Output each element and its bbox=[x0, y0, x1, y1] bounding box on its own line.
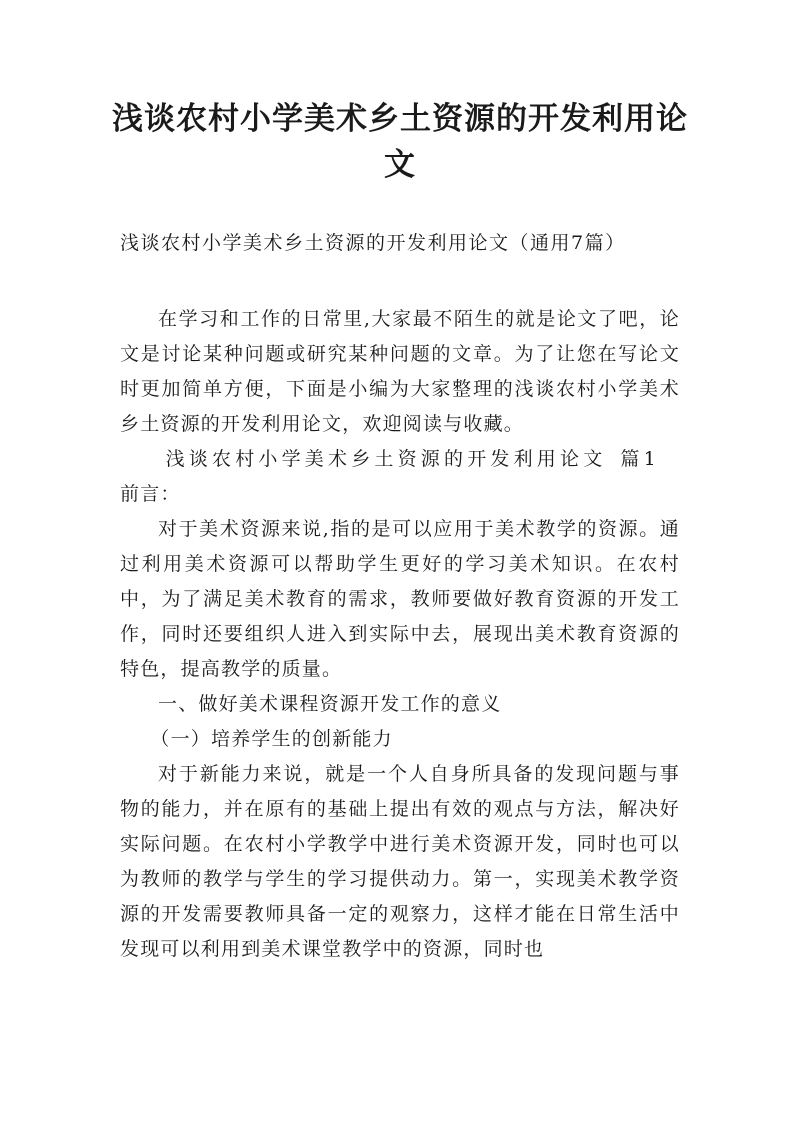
article-heading bbox=[120, 442, 680, 477]
preface-label: 前言： bbox=[120, 483, 181, 505]
article-number: 篇1 bbox=[620, 448, 660, 470]
subsection-heading-1: （一）培养学生的创新能力 bbox=[150, 728, 393, 750]
article-heading-text: 浅谈农村小学美术乡土资源的开发利用论文 bbox=[165, 448, 607, 470]
intro-paragraph: 在学习和工作的日常里,大家最不陌生的就是论文了吧，论文是讨论某种问题或研究某种问题的文章。为了让您在写论文时更加简单方便，下面是小编为大家整理的浅谈农村小学美术乡土资源的开发利用论文，欢迎阅读与收藏。 bbox=[120, 308, 680, 435]
paragraph-1: 对于美术资源来说,指的是可以应用于美术教学的资源。通过利用美术资源可以帮助学生更好的学习美术知识。在农村中，为了满足美术教育的需求，教师要做好教育资源的开发工作，同时还要组织人进入到实际中去，展现出美术教育资源的特色，提高教学的质量。 bbox=[120, 518, 680, 680]
document-subtitle: 浅谈农村小学美术乡土资源的开发利用论文（通用7篇） bbox=[120, 232, 626, 254]
paragraph-2: 对于新能力来说，就是一个人自身所具备的发现问题与事物的能力，并在原有的基础上提出有效的观点与方法，解决好实际问题。在农村小学教学中进行美术资源开发，同时也可以为教师的教学与学生的学习提供动力。第一，实现美术教学资源的开发需要教师具备一定的观察力，这样才能在日常生活中发现可以利用到美术课堂教学中的资源，同时也 bbox=[120, 763, 680, 960]
document-title: 浅谈农村小学美术乡土资源的开发利用论文 bbox=[112, 101, 688, 183]
section-heading-1: 一、做好美术课程资源开发工作的意义 bbox=[158, 693, 502, 715]
document-body bbox=[120, 302, 680, 967]
